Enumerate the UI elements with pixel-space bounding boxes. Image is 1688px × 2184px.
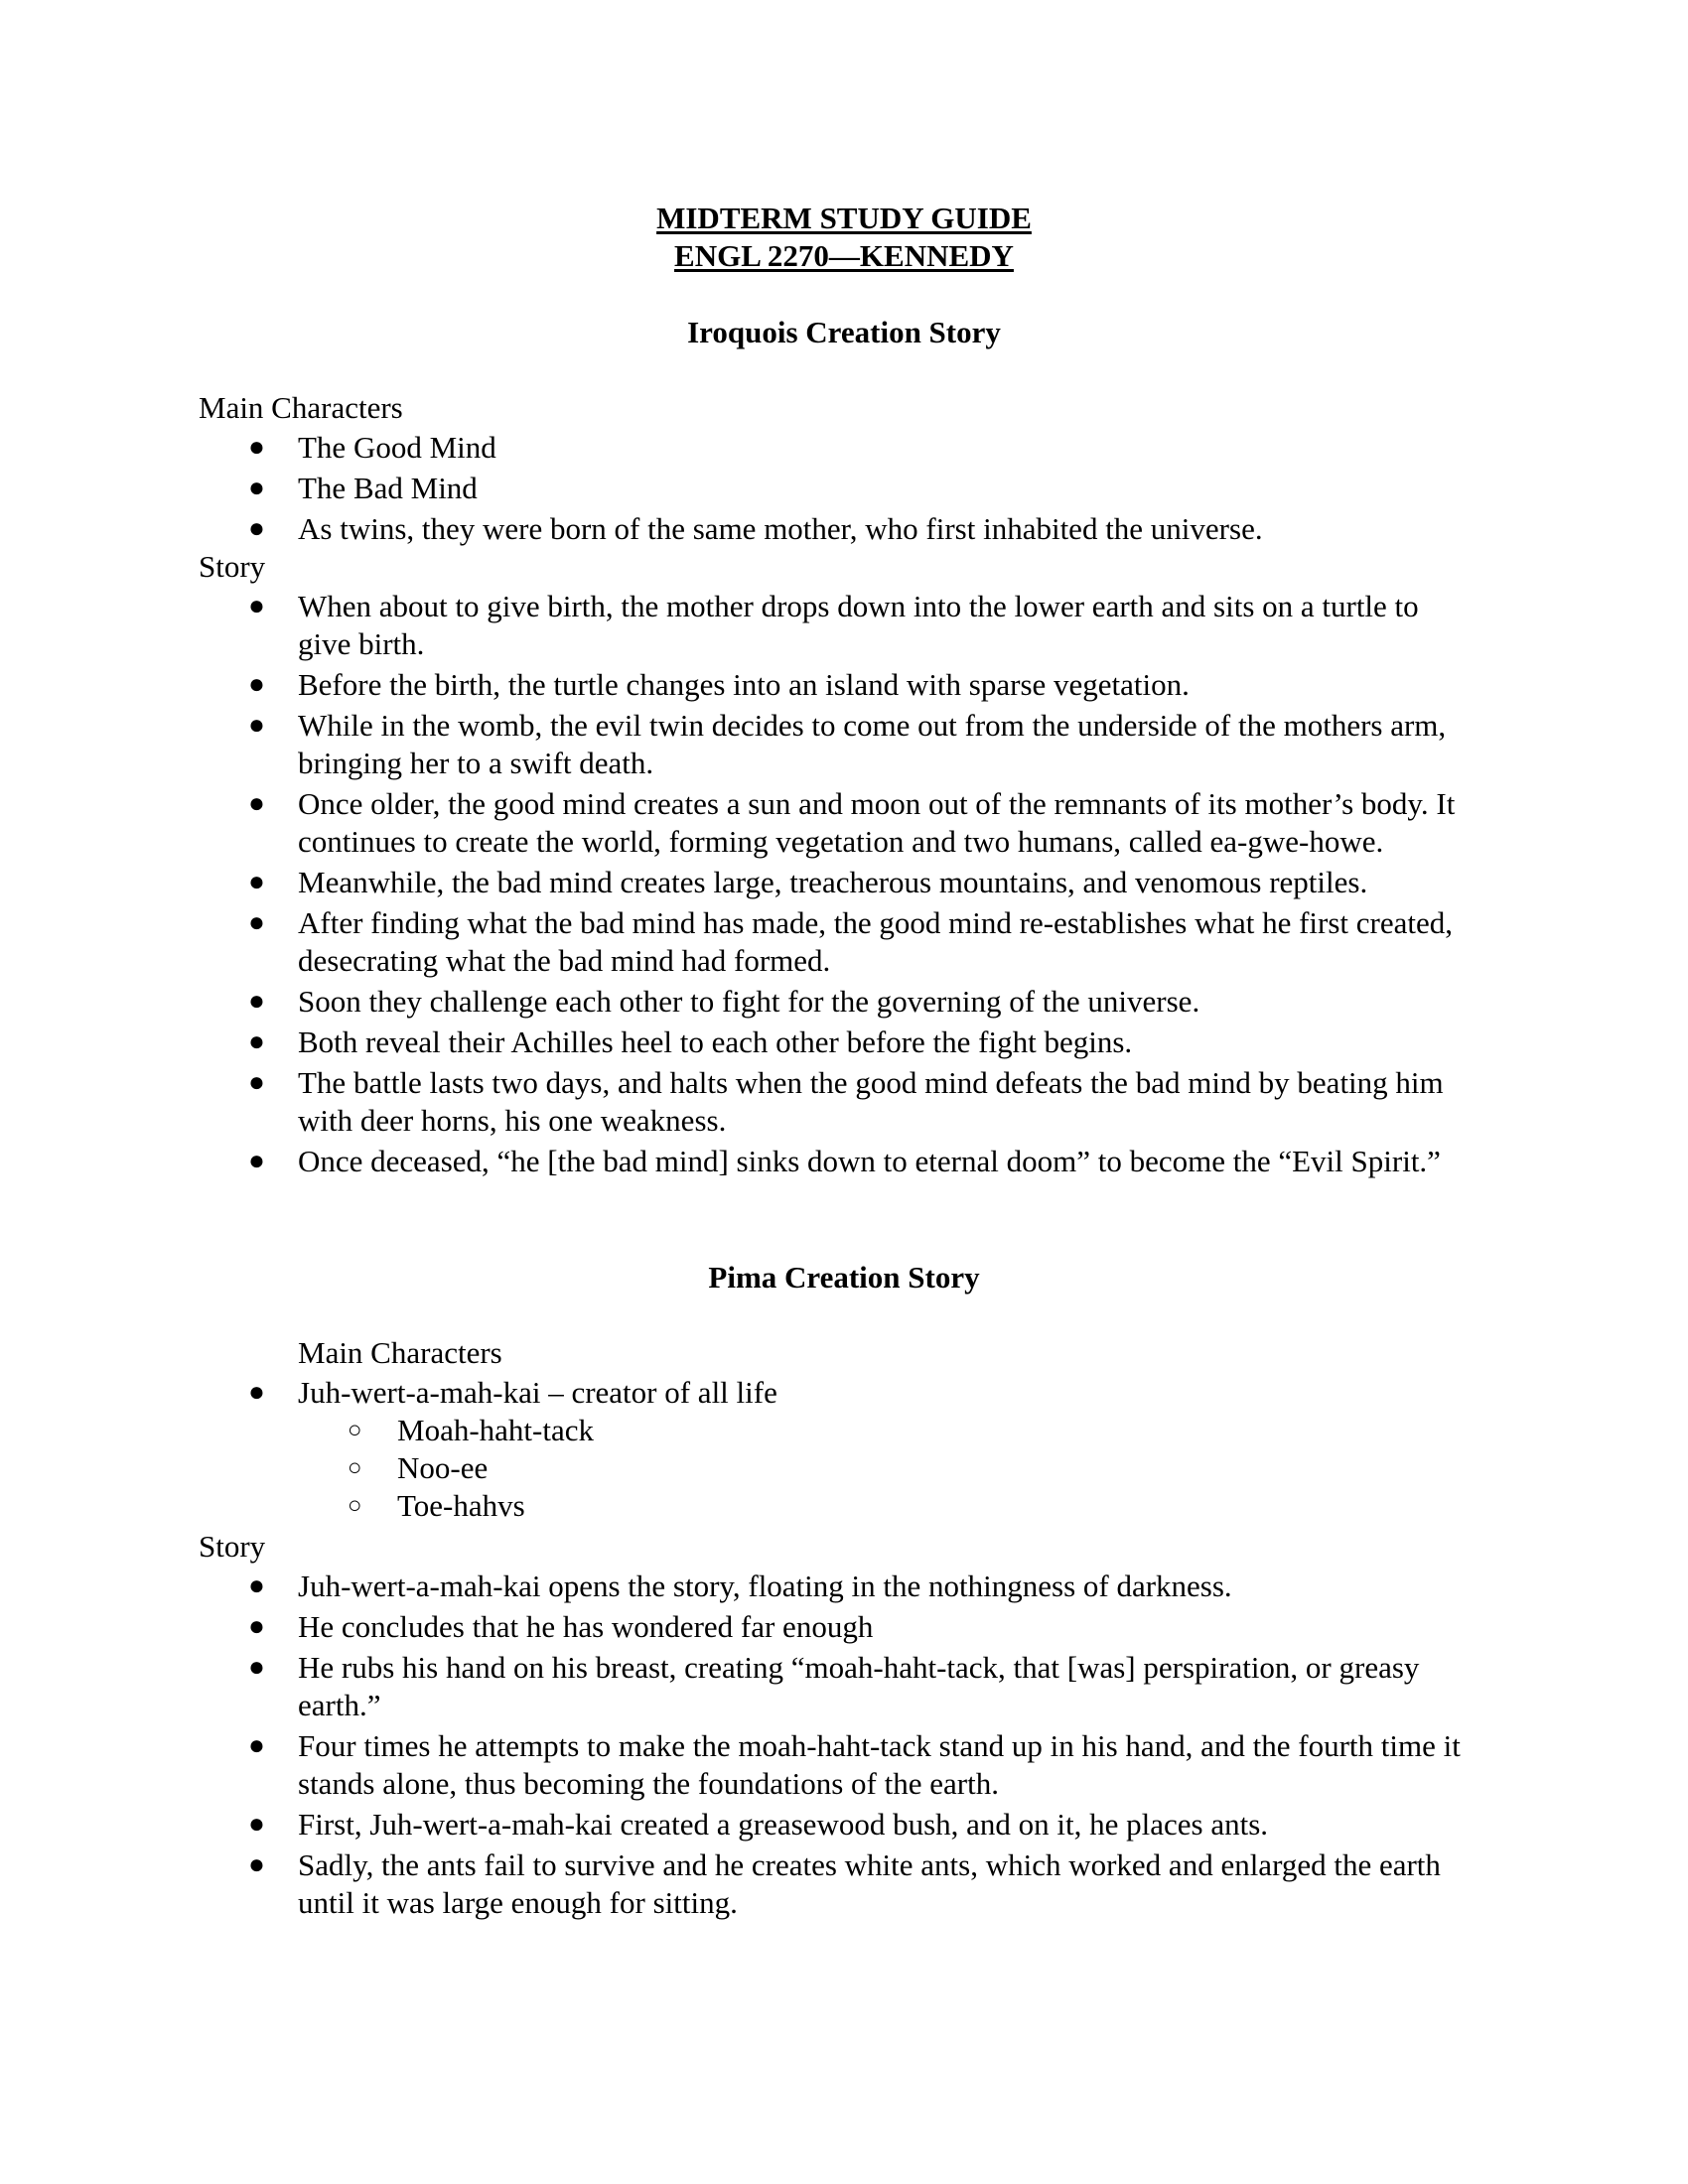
bullet-icon: ● (248, 591, 265, 621)
bullet-icon: ● (248, 1377, 265, 1408)
list-item: ● Once older, the good mind creates a sun and moon out of the remnants of its mother’s body. It continues to create the world, forming vegetation and two humans, called ea-gwe-howe. (248, 786, 1456, 859)
circle-bullet-icon: ○ (348, 1418, 362, 1443)
list-item: ● When about to give birth, the mother drops down into the lower earth and sits on a turtle to give birth. (248, 589, 1419, 661)
title-line-1: MIDTERM STUDY GUIDE (656, 201, 1032, 235)
bullet-icon: ● (248, 1652, 265, 1683)
list-item: ● Juh-wert-a-mah-kai – creator of all life (248, 1375, 777, 1410)
list-item: ● As twins, they were born of the same mother, who first inhabited the universe. (248, 511, 1263, 546)
list-item: ○ Noo-ee (348, 1450, 489, 1485)
list-item: ● After finding what the bad mind has made, the good mind re-establishes what he first created, desecrating what the bad mind had formed. (248, 905, 1454, 978)
iroquois-heading: Iroquois Creation Story (687, 315, 1001, 349)
iroquois-characters-label: Main Characters (199, 390, 403, 425)
list-item: ● Meanwhile, the bad mind creates large, treacherous mountains, and venomous reptiles. (248, 865, 1368, 899)
list-item: ○ Moah-haht-tack (348, 1413, 594, 1447)
iroquois-story-label: Story (199, 549, 266, 584)
bullet-icon: ● (248, 710, 265, 741)
bullet-icon: ● (248, 1611, 265, 1642)
list-item: ○ Toe-hahvs (348, 1488, 525, 1523)
list-item: ● The Good Mind (248, 430, 496, 465)
list-item: ● First, Juh-wert-a-mah-kai created a greasewood bush, and on it, he places ants. (248, 1807, 1269, 1842)
list-item: ● Soon they challenge each other to fight for the governing of the universe. (248, 984, 1200, 1019)
document-title (0, 200, 1688, 275)
bullet-icon: ● (248, 986, 265, 1017)
list-item: ● Both reveal their Achilles heel to each other before the fight begins. (248, 1024, 1133, 1059)
bullet-icon: ● (248, 669, 265, 700)
bullet-icon: ● (248, 1570, 265, 1601)
circle-bullet-icon: ○ (348, 1455, 362, 1481)
title-line-2: ENGL 2270—KENNEDY (674, 238, 1014, 273)
list-item: ● Juh-wert-a-mah-kai opens the story, floating in the nothingness of darkness. (248, 1569, 1232, 1603)
list-item: ● While in the womb, the evil twin decides to come out from the underside of the mothers arm, bringing her to a swift death. (248, 708, 1447, 780)
iroquois-characters-list (0, 429, 1688, 551)
bullet-icon: ● (248, 1067, 265, 1098)
bullet-icon: ● (248, 1809, 265, 1840)
bullet-icon: ● (248, 1026, 265, 1057)
bullet-icon: ● (248, 513, 265, 544)
bullet-icon: ● (248, 1849, 265, 1880)
bullet-icon: ● (248, 1730, 265, 1761)
pima-story-label: Story (199, 1529, 266, 1564)
pima-story-list (0, 1568, 1688, 1925)
list-item: ● He rubs his hand on his breast, creating “moah-haht-tack, that [was] perspiration, or greasy earth.” (248, 1650, 1420, 1722)
list-item: ● The battle lasts two days, and halts when the good mind defeats the bad mind by beating him with deer horns, his one weakness. (248, 1065, 1444, 1138)
list-item: ● Once deceased, “he [the bad mind] sinks down to eternal doom” to become the “Evil Spirit.” (248, 1144, 1441, 1178)
bullet-icon: ● (248, 432, 265, 463)
iroquois-story-list (0, 588, 1688, 1183)
list-item: ● Four times he attempts to make the moah-haht-tack stand up in his hand, and the fourth time it stands alone, thus becoming the foundations of the earth. (248, 1728, 1461, 1801)
list-item: ● Sadly, the ants fail to survive and he creates white ants, which worked and enlarged the earth until it was large enough for sitting. (248, 1847, 1441, 1920)
pima-characters-label: Main Characters (298, 1335, 502, 1370)
pima-characters-list (0, 1374, 1688, 1415)
list-item: ● Before the birth, the turtle changes into an island with sparse vegetation. (248, 667, 1190, 702)
pima-sub-characters-list (0, 1412, 1688, 1525)
pima-heading: Pima Creation Story (708, 1260, 980, 1295)
list-item: ● He concludes that he has wondered far enough (248, 1609, 874, 1644)
bullet-icon: ● (248, 473, 265, 503)
bullet-icon: ● (248, 907, 265, 938)
list-item: ● The Bad Mind (248, 471, 478, 505)
bullet-icon: ● (248, 788, 265, 819)
circle-bullet-icon: ○ (348, 1493, 362, 1519)
bullet-icon: ● (248, 867, 265, 897)
bullet-icon: ● (248, 1146, 265, 1176)
